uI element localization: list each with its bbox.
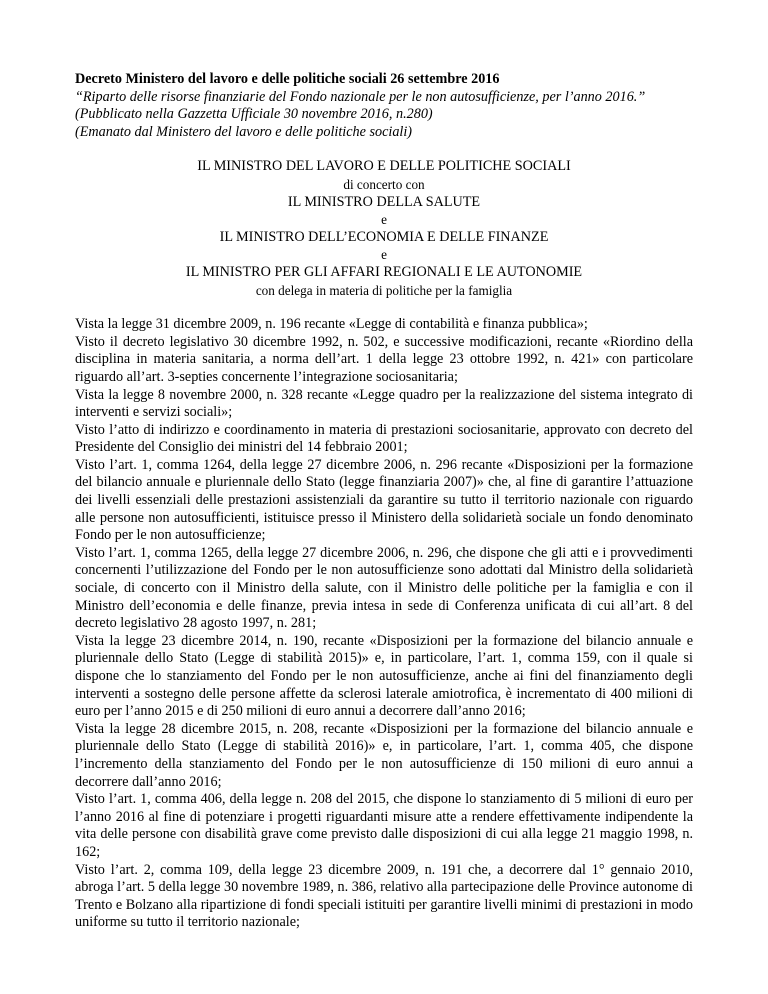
recital-paragraph: Visto l’art. 2, comma 109, della legge 23 dicembre 2009, n. 191 che, a decorrere dal 1° gennaio 2010, abroga l’art. 5 della legge 30 novembre 1989, n. 386, relativo alla partecipazione delle Province autonome di Trento e Bolzano alla ripartizione di fondi speciali istituiti per garantire livelli minimi di prestazioni in modo uniforme su tutto il territorio nazionale; — [75, 861, 693, 931]
decree-title: Decreto Ministero del lavoro e delle politiche sociali 26 settembre 2016 — [75, 71, 500, 87]
document-header — [75, 71, 693, 141]
recital-paragraph: Visto l’art. 1, comma 1265, della legge 27 dicembre 2006, n. 296, che dispone che gli atti e i provvedimenti concernenti l’utilizzazione del Fondo per le non autosufficienze sono adottati dal Ministro della solidarietà sociale, di concerto con il Ministro della salute, con il Ministro delle politiche per la famiglia e con il Ministro dell’economia e delle finanze, previa intesa in sede di Conferenza unificata di cui all’art. 8 del decreto legislativo 28 agosto 1997, n. 281; — [75, 544, 693, 632]
recital-paragraph: Visto l’art. 1, comma 406, della legge n. 208 del 2015, che dispone lo stanziamento di 5 milioni di euro per l’anno 2016 al fine di potenziare i progetti riguardanti misure atte a rendere effettivamente indipendente la vita delle persone con disabilità grave come previsto dalle disposizioni di cui alla legge 21 maggio 1998, n. 162; — [75, 791, 693, 860]
preamble-line: IL MINISTRO DELLA SALUTE — [287, 193, 481, 210]
preamble-line: IL MINISTRO DELL’ECONOMIA E DELLE FINANZE — [219, 228, 549, 245]
decree-subtitle: “Riparto delle risorse finanziarie del Fondo nazionale per le non autosufficienze, per l’anno 2016.” — [75, 88, 646, 105]
preamble-line: e — [381, 247, 387, 263]
ministers-preamble — [75, 158, 693, 299]
issuer-note: (Emanato dal Ministero del lavoro e delle politiche sociali) — [75, 123, 413, 140]
recital-paragraph: Visto il decreto legislativo 30 dicembre 1992, n. 502, e successive modificazioni, recante «Riordino della disciplina in materia sanitaria, a norma dell’art. 1 della legge 23 ottobre 1992, n. 421» con particolare riguardo all’art. 3-septies concernente l’integrazione sociosanitaria; — [75, 333, 693, 385]
recital-paragraph: Vista la legge 31 dicembre 2009, n. 196 recante «Legge di contabilità e finanza pubblica»; — [75, 316, 588, 333]
preamble-line: e — [381, 212, 387, 228]
preamble-line: IL MINISTRO DEL LAVORO E DELLE POLITICHE SOCIALI — [197, 158, 571, 175]
recital-paragraph: Vista la legge 8 novembre 2000, n. 328 recante «Legge quadro per la realizzazione del sistema integrato di interventi e servizi sociali»; — [75, 386, 693, 421]
recitals-body — [75, 316, 693, 932]
recital-paragraph: Vista la legge 23 dicembre 2014, n. 190, recante «Disposizioni per la formazione del bilancio annuale e pluriennale dello Stato (Legge di stabilità 2015)» e, in particolare, l’art. 1, comma 159, con il quale si dispone che lo stanziamento del Fondo per le non autosufficienze, anche ai fini del finanziamento degli interventi a sostegno delle persone affette da sclerosi laterale amiotrofica, è incrementato di 400 milioni di euro per l’anno 2015 e di 250 milioni di euro annui a decorrere dall’anno 2016; — [75, 632, 693, 720]
recital-paragraph: Visto l’atto di indirizzo e coordinamento in materia di prestazioni sociosanitarie, approvato con decreto del Presidente del Consiglio dei ministri del 14 febbraio 2001; — [75, 421, 693, 456]
recital-paragraph: Vista la legge 28 dicembre 2015, n. 208, recante «Disposizioni per la formazione del bilancio annuale e pluriennale dello Stato (Legge di stabilità 2016)» e, in particolare, l’art. 1, comma 405, che dispone l’incremento della stanziamento del Fondo per le non autosufficienze di 150 milioni di euro annui a decorrere dall’anno 2016; — [75, 720, 693, 790]
preamble-line: di concerto con — [343, 176, 425, 192]
preamble-line: IL MINISTRO PER GLI AFFARI REGIONALI E LE AUTONOMIE — [185, 263, 583, 280]
publication-note: (Pubblicato nella Gazzetta Ufficiale 30 novembre 2016, n.280) — [75, 106, 433, 123]
recital-paragraph: Visto l’art. 1, comma 1264, della legge 27 dicembre 2006, n. 296 recante «Disposizioni per la formazione del bilancio annuale e pluriennale dello Stato (legge finanziaria 2007)» che, al fine di garantire l’attuazione dei livelli essenziali delle prestazioni assistenziali da garantire su tutto il territorio nazionale con riguardo alle persone non autosufficienti, istituisce presso il Ministero della solidarietà sociale un fondo denominato Fondo per le non autosufficienze; — [75, 456, 693, 544]
preamble-line: con delega in materia di politiche per la famiglia — [255, 282, 513, 298]
